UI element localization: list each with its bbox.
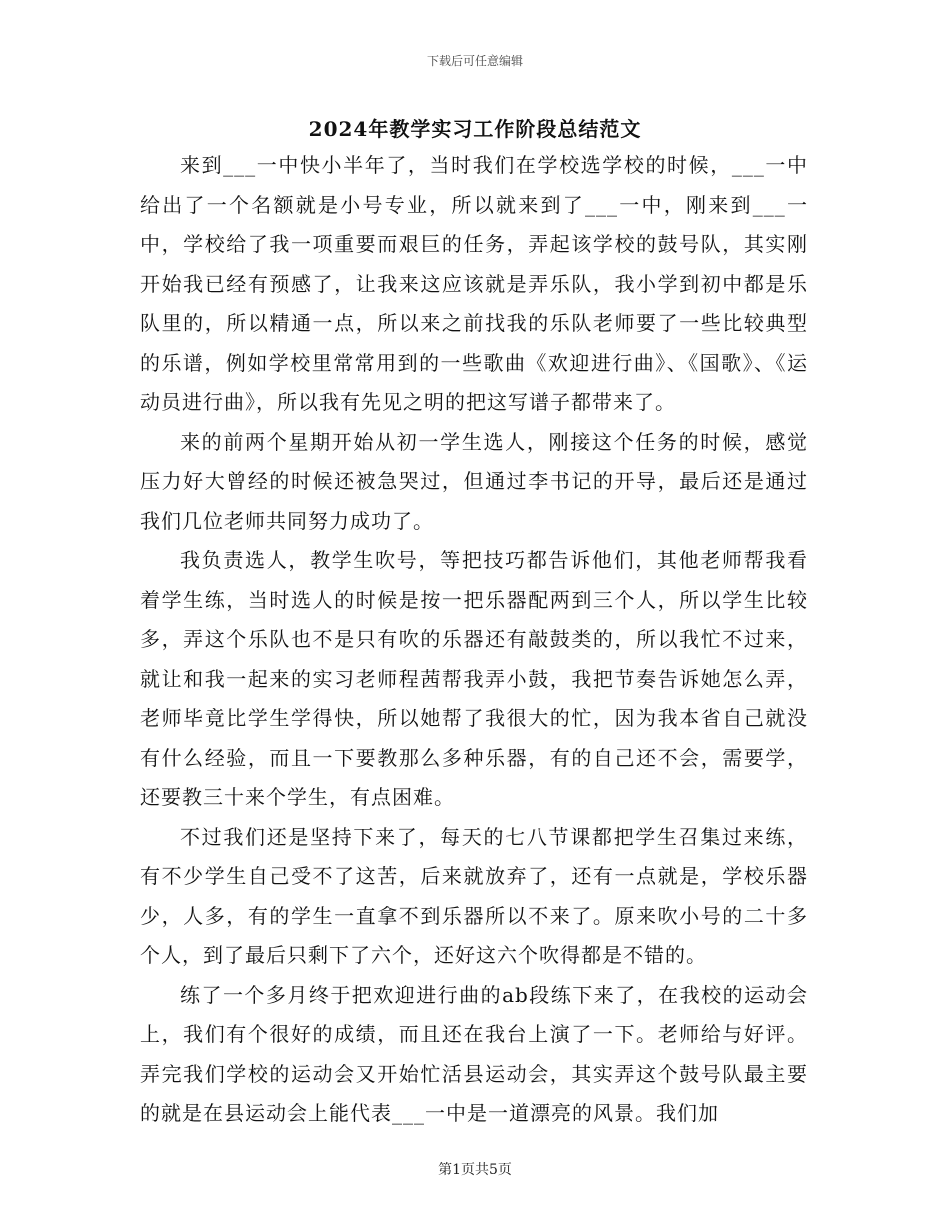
paragraph: 不过我们还是坚持下来了，每天的七八节课都把学生召集过来练，有不少学生自己受不了这苦，后来就放弃了，还有一点就是，学校乐器少，人多，有的学生一直拿不到乐器所以不来了。原来吹小号的二十多个人，到了最后只剩下了六个，还好这六个吹得都是不错的。: [140, 824, 808, 967]
page-number: 第1页共5页: [438, 1162, 512, 1178]
paragraph: 练了一个多月终于把欢迎进行曲的ab段练下来了，在我校的运动会上，我们有个很好的成绩，而且还在我台上演了一下。老师给与好评。弄完我们学校的运动会又开始忙活县运动会，其实弄这个鼓号队最主要的就是在县运动会上能代表___一中是一道漂亮的风景。我们加: [140, 982, 808, 1125]
paragraph: 我负责选人，教学生吹号，等把技巧都告诉他们，其他老师帮我看着学生练，当时选人的时候是按一把乐器配两到三个人，所以学生比较多，弄这个乐队也不是只有吹的乐器还有敲鼓类的，所以我忙不过来，就让和我一起来的实习老师程茜帮我弄小鼓，我把节奏告诉她怎么弄，老师毕竟比学生学得快，所以她帮了我很大的忙，因为我本省自己就没有什么经验，而且一下要教那么多种乐器，有的自己还不会，需要学，还要教三十来个学生，有点困难。: [140, 548, 808, 809]
page-header: 下载后可任意编辑: [426, 54, 523, 68]
document-title: 2024年教学实习工作阶段总结范文: [308, 117, 642, 141]
paragraph: 来到___一中快小半年了，当时我们在学校选学校的时候，___一中给出了一个名额就是小号专业，所以就来到了___一中，刚来到___一中，学校给了我一项重要而艰巨的任务，弄起该学校的鼓号队，其实刚开始我已经有预感了，让我来这应该就是弄乐队，我小学到初中都是乐队里的，所以精通一点，所以来之前找我的乐队老师要了一些比较典型的乐谱，例如学校里常常用到的一些歌曲《欢迎进行曲》、《国歌》、《运动员进行曲》，所以我有先见之明的把这写谱子都带来了。: [140, 153, 808, 414]
document-body: [140, 146, 808, 1134]
paragraph: 来的前两个星期开始从初一学生选人，刚接这个任务的时候，感觉压力好大曾经的时候还被急哭过，但通过李书记的开导，最后还是通过我们几位老师共同努力成功了。: [140, 429, 808, 533]
